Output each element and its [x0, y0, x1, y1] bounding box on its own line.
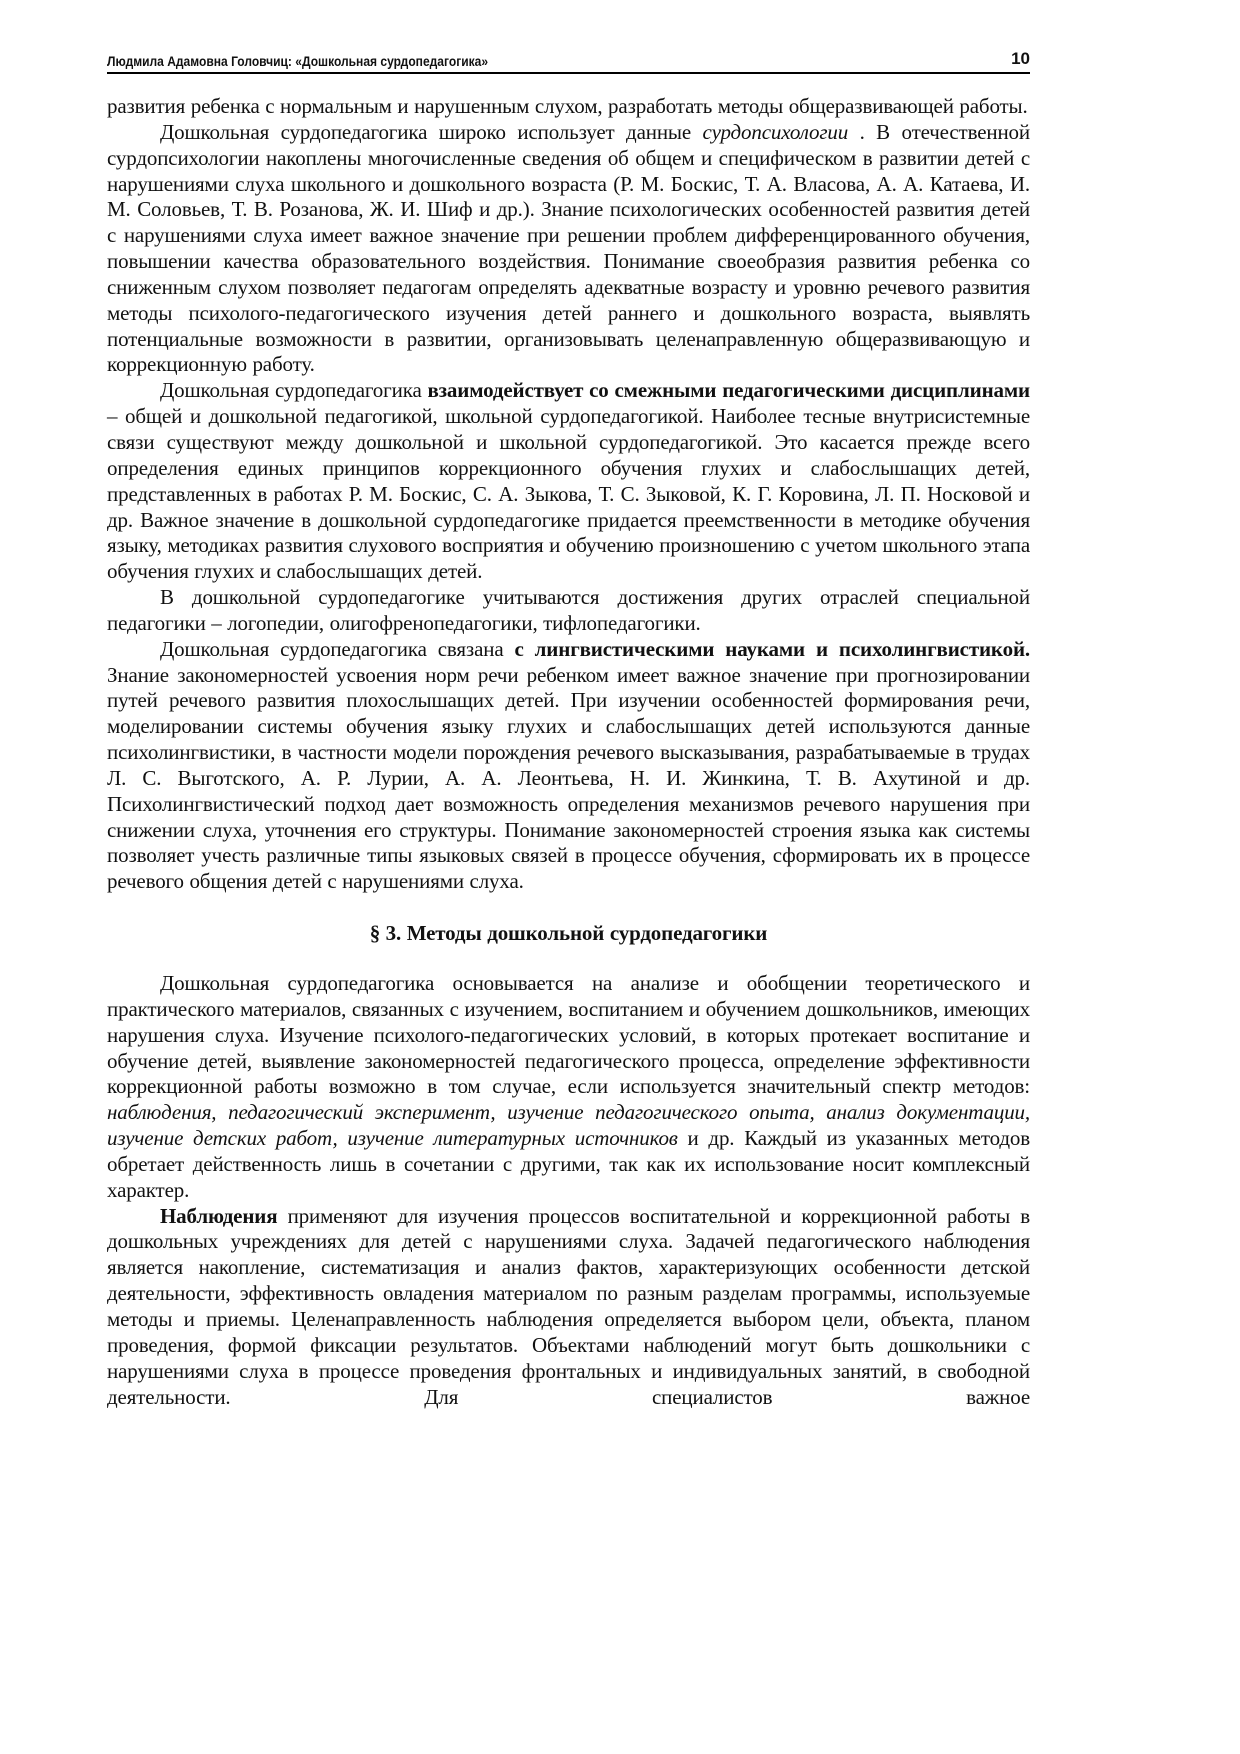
- page-body: [107, 94, 1030, 1410]
- paragraph: [107, 1204, 1030, 1411]
- bold-text: взаимодействует со смежными педагогическими дисциплинами: [427, 378, 1030, 403]
- paragraph-text: развития ребенка с нормальным и нарушенным слухом, разработать методы общеразвивающей работы.: [107, 94, 1028, 118]
- paragraph: [107, 378, 1030, 585]
- page-number: 10: [1011, 49, 1030, 68]
- section-heading: § 3. Методы дошкольной сурдопедагогики: [369, 921, 768, 946]
- paragraph-text: и др. Каждый из указанных методов обретает действенность лишь в сочетании с другими, так как их использование носит комплексный характер.: [107, 1126, 1030, 1202]
- running-header-title: Людмила Адамовна Головчиц: «Дошкольная сурдопедагогика»: [107, 53, 489, 69]
- paragraph-text: Дошкольная сурдопедагогика широко использует данные: [160, 119, 703, 144]
- italic-text: сурдопсихологии: [702, 119, 849, 144]
- bold-text: Наблюдения: [160, 1203, 278, 1228]
- paragraph-text: применяют для изучения процессов воспитательной и коррекционной работы в дошкольных учреждениях для детей с нарушениями слуха. Задачей педагогического наблюдения является накопление, систематизация и анализ фактов, характеризующих особенности детской деятельности, эффективность овладения материалом по разным разделам программы, используемые методы и приемы. Целенаправленность наблюдения определяется выбором цели, объекта, планом проведения, формой фиксации результатов. Объектами наблюдений могут быть дошкольники с нарушениями слуха в процессе проведения фронтальных и индивидуальных занятий, в свободной деятельности. Для специалистов важное: [107, 1203, 1030, 1409]
- running-header: [107, 50, 1030, 74]
- paragraph-text: – общей и дошкольной педагогикой, школьной сурдопедагогикой. Наиболее тесные внутрисистемные связи существуют между дошкольной и школьной сурдопедагогикой. Это касается прежде всего определения единых принципов коррекционного обучения глухих и слабослышащих детей, представленных в работах Р. М. Боскис, С. А. Зыкова, Т. С. Зыковой, К. Г. Коровина, Л. П. Носковой и др. Важное значение в дошкольной сурдопедагогике придается преемственности в методике обучения языку, методиках развития слухового восприятия и обучению произношению с учетом школьного этапа обучения глухих и слабослышащих детей.: [107, 404, 1030, 584]
- paragraph: [107, 120, 1030, 378]
- paragraph-text: Дошкольная сурдопедагогика основывается на анализе и обобщении теоретического и практического материалов, связанных с изучением, воспитанием и обучением дошкольников, имеющих нарушения слуха. Изучение психолого-педагогических условий, в которых протекает воспитание и обучение детей, выявление закономерностей педагогического процесса, определение эффективности коррекционной работы возможно в том случае, если используется значительный спектр методов:: [107, 971, 1030, 1099]
- paragraph: [107, 94, 1030, 120]
- paragraph-text: . В отечественной сурдопсихологии накоплены многочисленные сведения об общем и специфическом в развитии детей с нарушениями слуха школьного и дошкольного возраста (Р. М. Боскис, Т. А. Власова, А. А. Катаева, И. М. Соловьев, Т. В. Розанова, Ж. И. Шиф и др.). Знание психологических особенностей развития детей с нарушениями слуха имеет важное значение при решении проблем дифференцированного обучения, повышении качества образовательного воздействия. Понимание своеобразия развития ребенка со сниженным слухом позволяет педагогам определять адекватные возрасту и уровню речевого развития методы психолого-педагогического изучения детей раннего и дошкольного возраста, выявлять потенциальные возможности в развитии, организовывать целенаправленную общеразвивающую и коррекционную работу.: [107, 119, 1030, 377]
- paragraph-text: Дошкольная сурдопедагогика связана: [160, 636, 515, 661]
- paragraph-text: Дошкольная сурдопедагогика: [160, 378, 428, 403]
- paragraph-text: В дошкольной сурдопедагогике учитываются достижения других отраслей специальной педагогики – логопедии, олигофренопедагогики, тифлопедагогики.: [107, 585, 1030, 635]
- paragraph: [107, 971, 1030, 1204]
- paragraph-text: Знание закономерностей усвоения норм речи ребенком имеет важное значение при прогнозировании путей речевого развития плохослышащих детей. При изучении особенностей формирования речи, моделировании системы обучения языку глухих и слабослышащих детей используются данные психолингвистики, в частности модели порождения речевого высказывания, разрабатываемые в трудах Л. С. Выготского, А. Р. Лурии, А. А. Леонтьева, Н. И. Жинкина, Т. В. Ахутиной и др. Психолингвистический подход дает возможность определения механизмов речевого нарушения при снижении слуха, уточнения его структуры. Понимание закономерностей строения языка как системы позволяет учесть различные типы языковых связей в процессе обучения, сформировать их в процессе речевого общения детей с нарушениями слуха.: [107, 662, 1030, 894]
- bold-text: с лингвистическими науками и психолингвистикой.: [514, 636, 1031, 661]
- italic-text: наблюдения, педагогический эксперимент, изучение педагогического опыта, анализ документации, изучение детских работ, изучение литературных источников: [107, 1100, 1030, 1151]
- paragraph: [107, 637, 1030, 895]
- paragraph: [107, 585, 1030, 637]
